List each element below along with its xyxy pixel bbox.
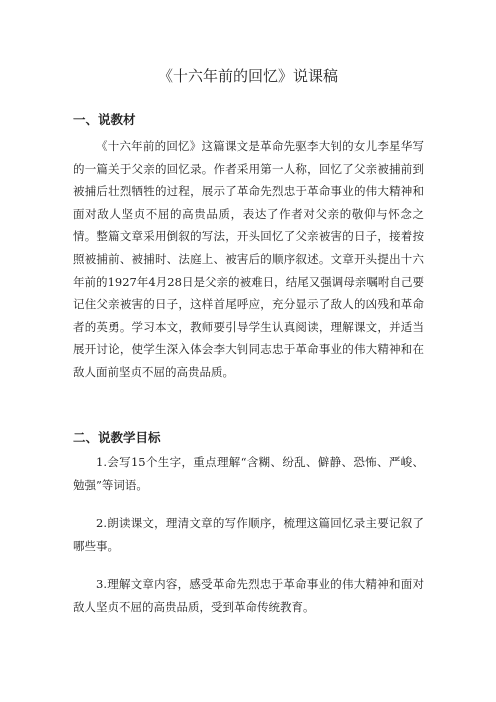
paragraph-textbook: 《十六年前的回忆》这篇课文是革命先驱李大钊的女儿李星华写的一篇关于父亲的回忆录。作者采用第一人称，回忆了父亲被捕前到被捕后壮烈牺牲的过程，展示了革命先烈忠于革命事业的伟大精神和面对敌人坚贞不屈的高贵品质，表达了作者对父亲的敬仰与怀念之情。整篇文章采用倒叙的写法，开头回忆了父亲被害的日子，接着按照被捕前、被捕时、法庭上、被害后的顺序叙述。文章开头提出十六年前的1927年4月28日是父亲的被难日，结尾又强调母亲嘱咐自己要记住父亲被害的日子，这样首尾呼应，充分显示了敌人的凶残和革命者的英勇。学习本文，教师要引导学生认真阅读，理解课文，并适当展开讨论，使学生深入体会李大钊同志忠于革命事业的伟大精神和在敌人面前坚贞不屈的高贵品质。 [73, 139, 424, 379]
section-heading-objectives: 二、说教学目标 [73, 430, 161, 445]
paragraph-objective-3: 3.理解文章内容，感受革命先烈忠于革命事业的伟大精神和面对敌人坚贞不屈的高贵品质，受到革命传统教育。 [73, 577, 424, 614]
section-heading-textbook: 一、说教材 [73, 112, 136, 127]
document-title: 《十六年前的回忆》说课稿 [157, 67, 338, 85]
paragraph-objective-2: 2.朗读课文，理清文章的写作顺序，梳理这篇回忆录主要记叙了哪些事。 [73, 516, 424, 553]
paragraph-objective-1: 1.会写15个生字，重点理解“含糊、纷乱、僻静、恐怖、严峻、勉强”等词语。 [73, 455, 424, 492]
